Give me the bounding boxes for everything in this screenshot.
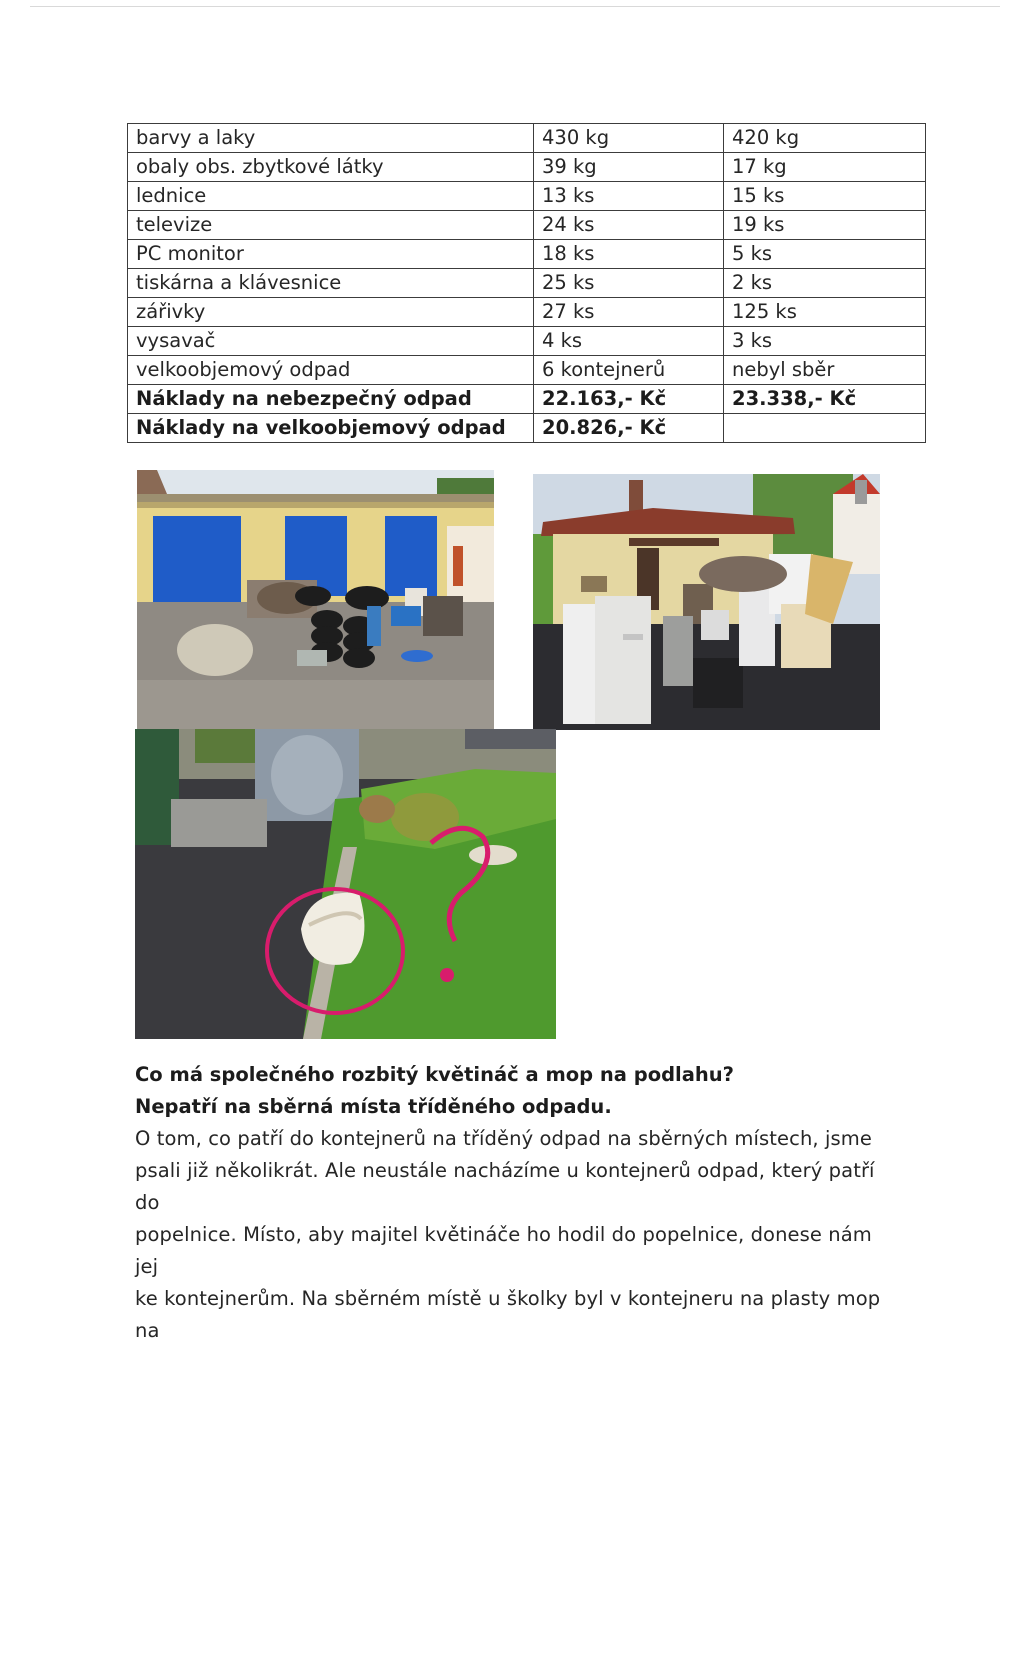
row-value: nebyl sběr	[724, 356, 926, 385]
row-label: PC monitor	[128, 240, 534, 269]
row-value: 15 ks	[724, 182, 926, 211]
row-label: lednice	[128, 182, 534, 211]
article-text	[135, 1059, 895, 1347]
row-value: 22.163,- Kč	[534, 385, 724, 414]
row-value: 3 ks	[724, 327, 926, 356]
row-value: 39 kg	[534, 153, 724, 182]
table-row	[128, 124, 926, 153]
table-row	[128, 414, 926, 443]
row-value: 20.826,- Kč	[534, 414, 724, 443]
house-waste-photo	[533, 474, 880, 730]
row-label: Náklady na nebezpečný odpad	[128, 385, 534, 414]
row-label: Náklady na velkoobjemový odpad	[128, 414, 534, 443]
table-row	[128, 211, 926, 240]
top-rule	[30, 6, 1000, 7]
garage-door	[153, 516, 241, 602]
table-row	[128, 298, 926, 327]
row-value: 24 ks	[534, 211, 724, 240]
table-row	[128, 240, 926, 269]
row-value: 27 ks	[534, 298, 724, 327]
row-value: 18 ks	[534, 240, 724, 269]
garages-waste-photo	[137, 470, 494, 729]
row-label: televize	[128, 211, 534, 240]
row-label: velkoobjemový odpad	[128, 356, 534, 385]
row-value: 5 ks	[724, 240, 926, 269]
row-value: 23.338,- Kč	[724, 385, 926, 414]
row-label: barvy a laky	[128, 124, 534, 153]
article-answer: Nepatří na sběrná místa tříděného odpadu.	[135, 1095, 612, 1118]
row-label: tiskárna a klávesnice	[128, 269, 534, 298]
article-question: Co má společného rozbitý květináč a mop na podlahu?	[135, 1063, 734, 1086]
row-value: 4 ks	[534, 327, 724, 356]
row-value: 2 ks	[724, 269, 926, 298]
article-line: O tom, co patří do kontejnerů na tříděný odpad na sběrných místech, jsme	[135, 1127, 872, 1150]
table-row	[128, 182, 926, 211]
article-line: psali již několikrát. Ale neustále nacházíme u kontejnerů odpad, který patří do	[135, 1159, 875, 1214]
row-value: 19 ks	[724, 211, 926, 240]
row-value: 125 ks	[724, 298, 926, 327]
row-value: 420 kg	[724, 124, 926, 153]
row-label: zářivky	[128, 298, 534, 327]
table-row	[128, 385, 926, 414]
row-label: obaly obs. zbytkové látky	[128, 153, 534, 182]
broken-pot-photo	[135, 729, 556, 1039]
waste-collection-table	[127, 123, 926, 443]
article-line: popelnice. Místo, aby majitel květináče ho hodil do popelnice, donese nám jej	[135, 1223, 872, 1278]
table-row	[128, 327, 926, 356]
article-line: ke kontejnerům. Na sběrném místě u školky byl v kontejneru na plasty mop na	[135, 1287, 881, 1342]
table-row	[128, 269, 926, 298]
row-value: 17 kg	[724, 153, 926, 182]
row-value	[724, 414, 926, 443]
row-label: vysavač	[128, 327, 534, 356]
table-row	[128, 356, 926, 385]
row-value: 6 kontejnerů	[534, 356, 724, 385]
row-value: 13 ks	[534, 182, 724, 211]
table-row	[128, 153, 926, 182]
row-value: 25 ks	[534, 269, 724, 298]
row-value: 430 kg	[534, 124, 724, 153]
